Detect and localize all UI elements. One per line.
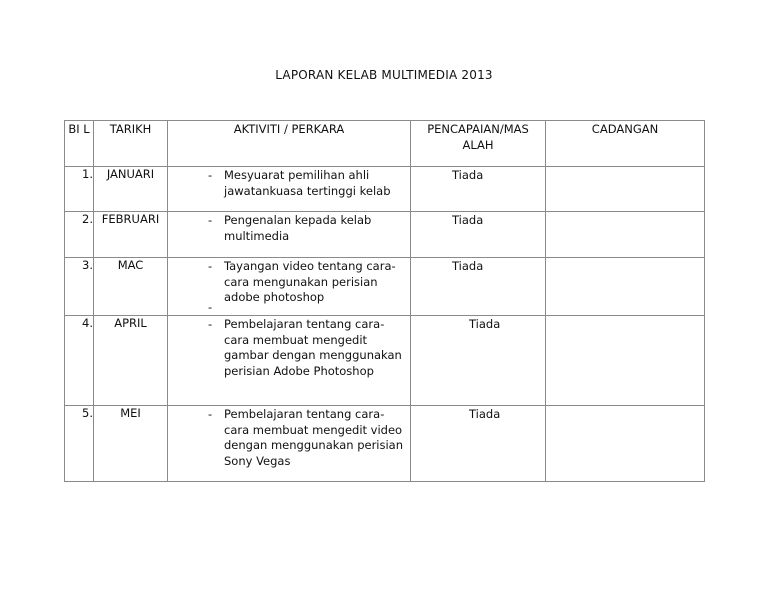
row-suggestion	[546, 316, 705, 406]
row-activity-cell	[168, 258, 411, 316]
row-number: 3.	[65, 258, 94, 316]
table-row	[65, 406, 705, 482]
row-activity: Tayangan video tentang cara-cara mengunakan perisian adobe photoshop	[224, 259, 396, 304]
row-month: MAC	[94, 258, 168, 316]
bullet-dash: -	[208, 213, 213, 227]
row-activity-cell	[168, 167, 411, 212]
row-activity: Pengenalan kepada kelab multimedia	[224, 213, 372, 243]
row-activity-cell	[168, 406, 411, 482]
row-activity-cell	[168, 316, 411, 406]
row-achievement: Tiada	[469, 407, 501, 421]
column-header-aktiviti: AKTIVITI / PERKARA	[168, 121, 411, 167]
row-achievement-cell	[411, 212, 546, 258]
document-title: LAPORAN KELAB MULTIMEDIA 2013	[275, 68, 493, 82]
table-row	[65, 258, 705, 316]
row-number: 5.	[65, 406, 94, 482]
empty-bullet-dash: -	[208, 299, 213, 314]
report-table	[64, 120, 705, 482]
row-month: FEBRUARI	[94, 212, 168, 258]
column-header-pencapaian: PENCAPAIAN/MAS ALAH	[411, 121, 546, 167]
row-achievement: Tiada	[452, 213, 484, 227]
row-month: APRIL	[94, 316, 168, 406]
row-achievement: Tiada	[452, 259, 484, 273]
table-row	[65, 167, 705, 212]
row-month: JANUARI	[94, 167, 168, 212]
bullet-dash: -	[208, 407, 213, 421]
row-activity: Mesyuarat pemilihan ahli jawatankuasa tertinggi kelab	[224, 168, 391, 198]
bullet-dash: -	[208, 317, 213, 331]
row-number: 1.	[65, 167, 94, 212]
row-suggestion	[546, 167, 705, 212]
row-activity: Pembelajaran tentang cara-cara membuat mengedit video dengan menggunakan perisian Sony Vegas	[224, 407, 404, 468]
row-number: 2.	[65, 212, 94, 258]
row-suggestion	[546, 258, 705, 316]
row-activity-cell	[168, 212, 411, 258]
row-achievement: Tiada	[469, 317, 501, 331]
column-header-tarikh: TARIKH	[94, 121, 168, 167]
row-achievement-cell	[411, 258, 546, 316]
row-suggestion	[546, 212, 705, 258]
bullet-dash: -	[208, 168, 213, 182]
row-achievement-cell	[411, 316, 546, 406]
row-suggestion	[546, 406, 705, 482]
table-header-row	[65, 121, 705, 167]
column-header-bil: BI L	[65, 121, 94, 167]
table-row	[65, 316, 705, 406]
bullet-dash: -	[208, 259, 213, 273]
row-number: 4.	[65, 316, 94, 406]
row-achievement: Tiada	[452, 168, 484, 182]
row-activity: Pembelajaran tentang cara-cara membuat mengedit gambar dengan menggunakan perisian Adobe Photoshop	[224, 317, 402, 378]
row-month: MEI	[94, 406, 168, 482]
table-row	[65, 212, 705, 258]
column-header-cadangan: CADANGAN	[546, 121, 705, 167]
row-achievement-cell	[411, 406, 546, 482]
row-achievement-cell	[411, 167, 546, 212]
